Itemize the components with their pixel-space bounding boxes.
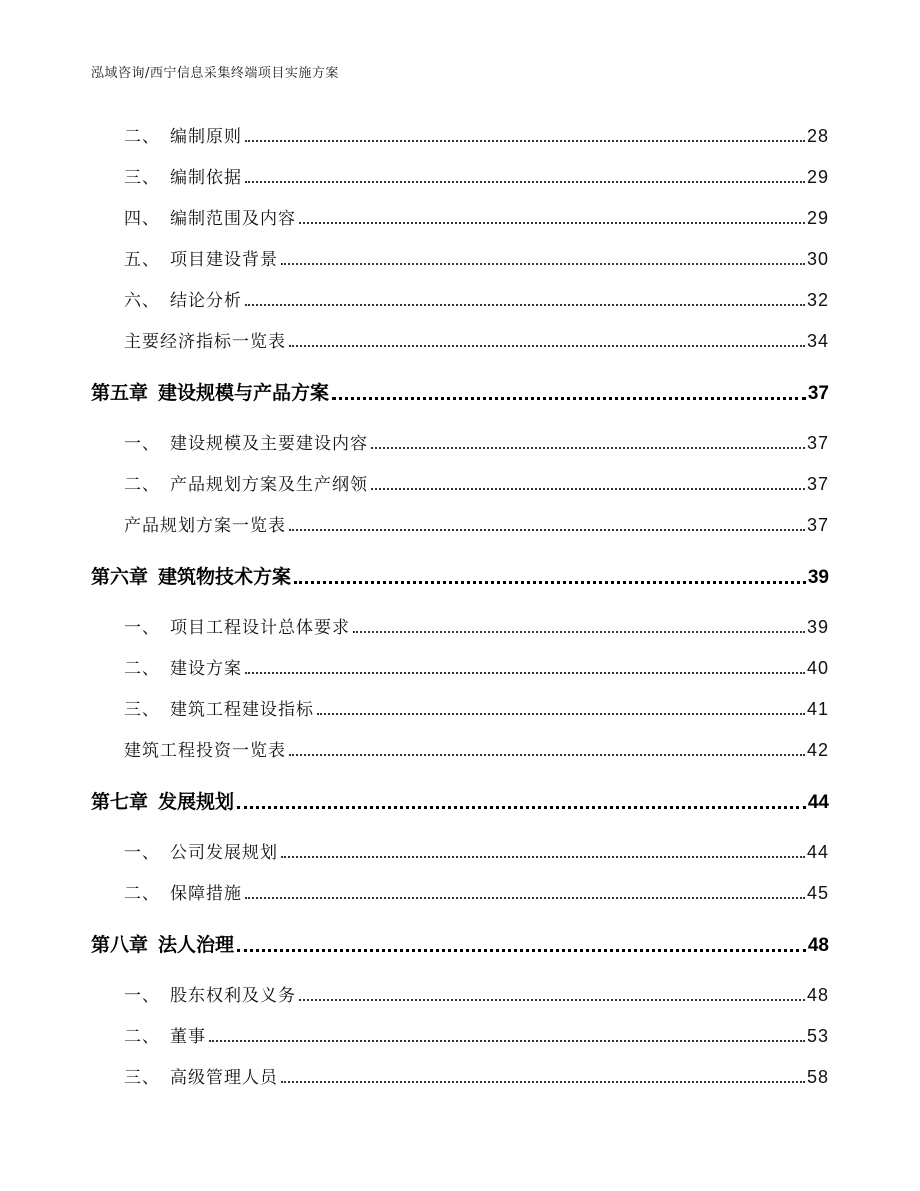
dot-leader [245,140,805,142]
toc-section-entry[interactable] [91,470,829,495]
toc-page-number: 41 [806,699,829,719]
toc-section-entry[interactable] [91,327,829,352]
toc-entry-title: 产品规划方案及生产纲领 [170,475,368,495]
toc-section-entry[interactable] [91,736,829,761]
dot-leader [281,856,805,858]
toc-section-entry[interactable] [91,879,829,904]
dot-leader [245,304,805,306]
toc-chapter-number: 第六章 [91,566,149,588]
toc-section-number: 一、 [124,434,160,454]
toc-page-number: 39 [807,567,829,588]
toc-section-entry[interactable] [91,613,829,638]
toc-section-number: 三、 [124,168,160,188]
toc-page-number: 44 [807,792,829,813]
toc-entry-title: 公司发展规划 [170,843,278,863]
toc-page-number: 37 [807,383,829,404]
toc-section-number: 一、 [124,986,160,1006]
dot-leader [371,488,805,490]
toc-entry-title: 建设规模及主要建设内容 [170,434,368,454]
toc-section-entry[interactable] [91,981,829,1006]
dot-leader [317,713,805,715]
toc-chapter-entry[interactable] [91,930,829,957]
dot-leader [237,806,806,809]
toc-section-number: 一、 [124,843,160,863]
toc-entry-title: 建筑工程建设指标 [170,700,314,720]
toc-section-number: 二、 [124,884,160,904]
toc-entry-title: 项目工程设计总体要求 [170,618,350,638]
toc-section-number: 六、 [124,291,160,311]
toc-section-entry[interactable] [91,286,829,311]
toc-section-number: 二、 [124,127,160,147]
toc-page-number: 53 [806,1026,829,1046]
toc-section-number: 一、 [124,618,160,638]
dot-leader [299,999,805,1001]
toc-page-number: 29 [806,167,829,187]
toc-section-entry[interactable] [91,429,829,454]
toc-section-entry[interactable] [91,1022,829,1047]
toc-page-number: 37 [806,474,829,494]
dot-leader [289,345,805,347]
toc-page-number: 40 [806,658,829,678]
dot-leader [289,529,805,531]
toc-page-number: 37 [806,515,829,535]
toc-page-number: 32 [806,290,829,310]
toc-section-entry[interactable] [91,204,829,229]
toc-section-entry[interactable] [91,163,829,188]
dot-leader [245,897,805,899]
toc-section-number: 四、 [124,209,160,229]
toc-chapter-entry[interactable] [91,378,829,405]
toc-page-number: 37 [806,433,829,453]
toc-entry-title: 产品规划方案一览表 [124,516,286,536]
dot-leader [353,631,805,633]
dot-leader [245,181,805,183]
toc-entry-title: 建设方案 [170,659,242,679]
dot-leader [281,1081,805,1083]
toc-section-entry[interactable] [91,654,829,679]
toc-entry-title: 建筑物技术方案 [158,566,292,588]
toc-page-number: 48 [807,935,829,956]
toc-section-entry[interactable] [91,838,829,863]
toc-page-number: 45 [806,883,829,903]
toc-section-number: 三、 [124,1068,160,1088]
running-header: 泓域咨询/西宁信息采集终端项目实施方案 [91,66,339,81]
dot-leader [371,447,805,449]
toc-section-entry[interactable] [91,122,829,147]
toc-entry-title: 编制范围及内容 [170,209,296,229]
toc-entry-title: 结论分析 [170,291,242,311]
dot-leader [294,581,806,584]
toc-entry-title: 编制依据 [170,168,242,188]
toc-chapter-number: 第五章 [91,382,149,404]
toc-page-number: 34 [806,331,829,351]
toc-entry-title: 建筑工程投资一览表 [124,741,286,761]
dot-leader [209,1040,805,1042]
toc-page-number: 28 [806,126,829,146]
dot-leader [289,754,805,756]
dot-leader [245,672,805,674]
toc-section-entry[interactable] [91,245,829,270]
toc-section-number: 五、 [124,250,160,270]
toc-page-number: 39 [806,617,829,637]
toc-section-entry[interactable] [91,695,829,720]
toc-entry-title: 编制原则 [170,127,242,147]
dot-leader [332,397,806,400]
toc-chapter-number: 第七章 [91,791,149,813]
toc-page-number: 58 [806,1067,829,1087]
toc-section-number: 三、 [124,700,160,720]
toc-entry-title: 董事 [170,1027,206,1047]
dot-leader [281,263,805,265]
toc-section-entry[interactable] [91,511,829,536]
toc-chapter-entry[interactable] [91,787,829,814]
toc-page-number: 29 [806,208,829,228]
toc-page-number: 30 [806,249,829,269]
toc-entry-title: 发展规划 [158,791,235,813]
toc-entry-title: 股东权利及义务 [170,986,296,1006]
toc-chapter-entry[interactable] [91,562,829,589]
toc-section-number: 二、 [124,659,160,679]
toc-entry-title: 法人治理 [158,934,235,956]
toc-entry-title: 高级管理人员 [170,1068,278,1088]
dot-leader [299,222,805,224]
toc-section-number: 二、 [124,475,160,495]
toc-page-number: 42 [806,740,829,760]
toc-entry-title: 保障措施 [170,884,242,904]
toc-section-entry[interactable] [91,1063,829,1088]
toc-chapter-number: 第八章 [91,934,149,956]
toc-page-number: 44 [806,842,829,862]
toc-page-number: 48 [806,985,829,1005]
toc-entry-title: 建设规模与产品方案 [158,382,330,404]
toc-entry-title: 项目建设背景 [170,250,278,270]
toc-entry-title: 主要经济指标一览表 [124,332,286,352]
toc-section-number: 二、 [124,1027,160,1047]
dot-leader [237,949,806,952]
